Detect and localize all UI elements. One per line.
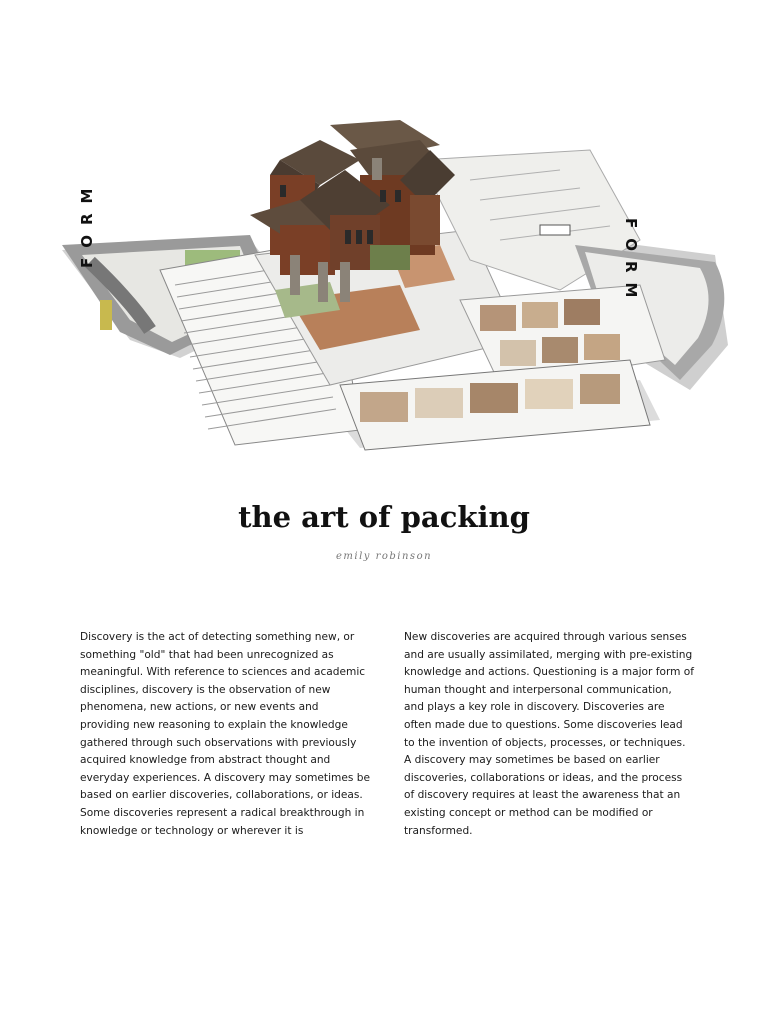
body-column-right: New discoveries are acquired through various senses and are usually assimilated, merging with pre-existing knowledge and actions. Questioning is a major form of human thought and interpersonal communication, and plays a key role in discovery. Discoveries are often made due to questions. Some discoveries lead to the invention of objects, processes, or techniques. A discovery may sometimes be based on earlier discoveries, collaborations or ideas, and the process of discovery requires at least the awareness that an existing concept or method can be modified or transformed.: [404, 631, 695, 837]
stone-column: [340, 262, 350, 302]
green-planting: [370, 245, 410, 270]
stone-column: [318, 262, 328, 302]
vertical-label-right: FORM: [622, 218, 640, 308]
architectural-drawings-collage: [0, 0, 768, 470]
sheet-tag: [540, 225, 570, 235]
hero-illustration: [0, 0, 768, 470]
article-author: emily robinson: [335, 551, 433, 562]
stone-column: [290, 255, 300, 295]
vertical-label-left: FORM: [78, 178, 96, 268]
chimney: [372, 158, 382, 180]
article-title: the art of packing: [238, 500, 530, 534]
body-column-left: Discovery is the act of detecting something new, or something "old" that had been unrecognized as meaningful. With reference to sciences and academic disciplines, discovery is the observation of new phenomena, new actions, or new events and providing new reasoning to explain the knowledge gathered through such observations with previously acquired knowledge from abstract thought and everyday experiences. A discovery may sometimes be based on earlier discoveries, collaborations, or ideas. Some discoveries represent a radical breakthrough in knowledge or technology or wherever it is: [80, 631, 370, 837]
legend-swatch: [100, 300, 112, 330]
